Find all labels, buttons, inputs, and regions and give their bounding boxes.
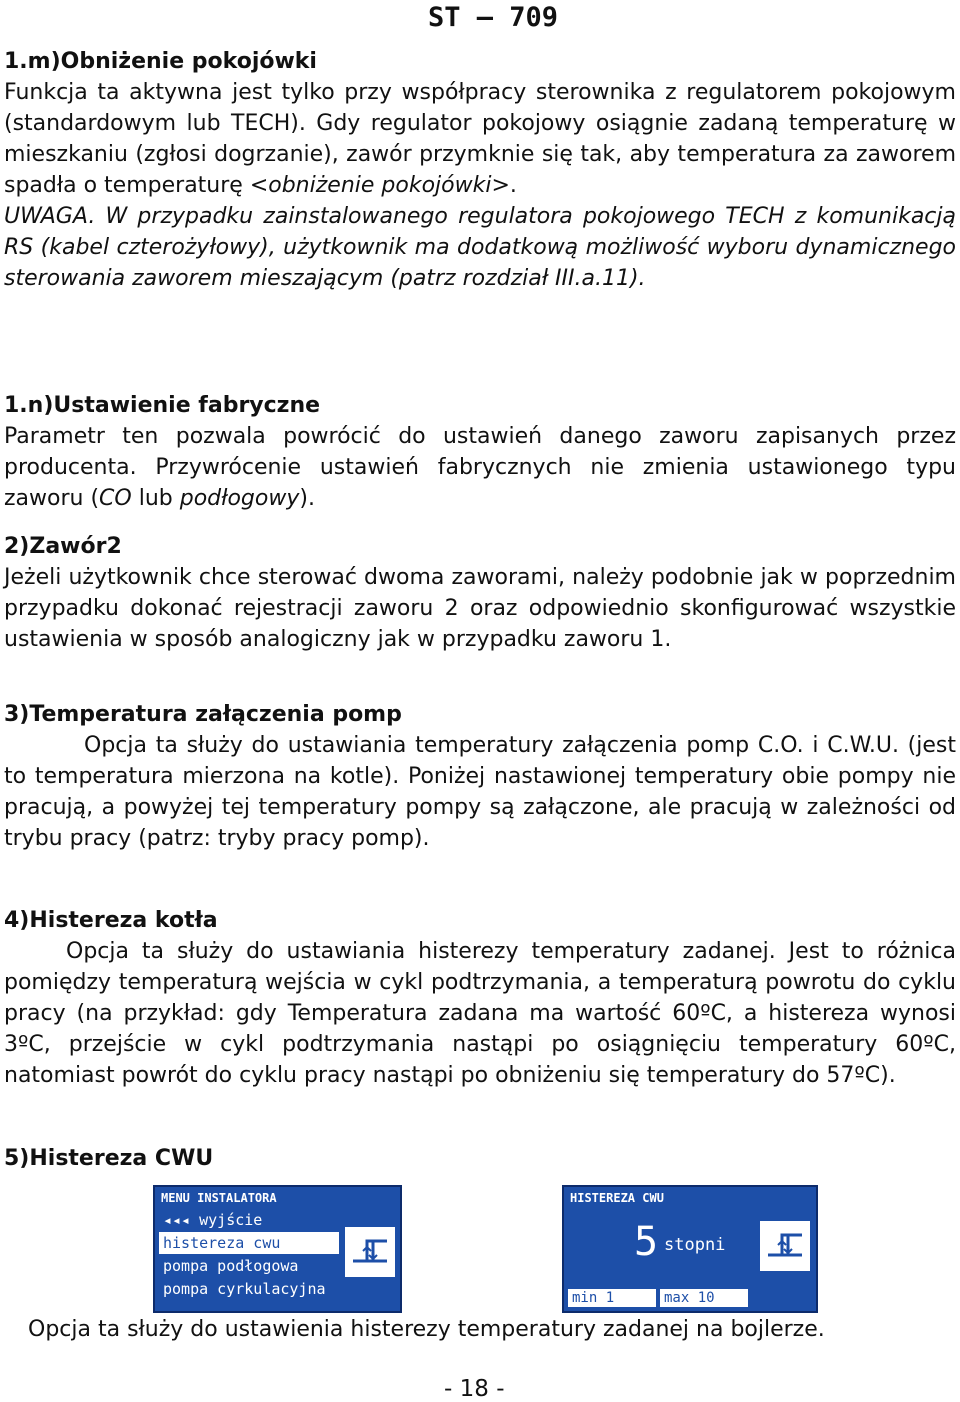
section-title: 2)Zawór2 [4,534,122,559]
min-label: min 1 [568,1289,656,1307]
section-3 [4,699,956,854]
section-title: 1.n)Ustawienie fabryczne [4,393,321,418]
section-title: 5)Histereza CWU [4,1146,214,1171]
paragraph: Opcja ta służy do ustawiania temperatury załączenia pomp C.O. i C.W.U. (jest to temperatura mierzona na kotle). Poniżej nastawionej temperatury obie pompy nie pracują, a powyżej tej temperatury pompy są załączone, ale pracują w zależności od trybu pracy (patrz: tryby pracy pomp). [4,733,956,851]
menu-item-selected[interactable]: histereza cwu [159,1232,339,1254]
section-title: 4)Histereza kotła [4,908,218,933]
paragraph: Jeżeli użytkownik chce sterować dwoma zaworami, należy podobnie jak w poprzednim przypadku dokonać rejestracji zaworu 2 oraz odpowiednio skonfigurować wszystkie ustawienia w sposób analogiczny jak w przypadku zaworu 1. [4,565,956,652]
hysteresis-icon [345,1227,395,1277]
section-title: 1.m)Obniżenie pokojówki [4,49,317,74]
page-header: ST – 709 [428,2,559,33]
section-5 [4,1143,956,1174]
paragraph: Funkcja ta aktywna jest tylko przy współpracy sterownika z regulatorem pokojowym (standardowym lub TECH). Gdy regulator pokojowy osiągnie zadaną temperaturę w mieszkaniu (zgłosi dogrzanie), zawór przymknie się tak, aby temperatura za zaworem spadła o temperaturę <obniżenie pokojówki>. [4,80,956,198]
paragraph: Opcja ta służy do ustawiania histerezy temperatury zadanej. Jest to różnica pomiędzy temperaturą wejścia w cykl podtrzymania, a temperaturą powrotu do cyklu pracy (na przykład: gdy Temperatura zadana ma wartość 60ºC, a histereza wynosi 3ºC, przejście w cykl podtrzymania nastąpi po osiągnięciu temperatury 60ºC, natomiast powrót do cyklu pracy nastąpi po obniżeniu się temperatury do 57ºC). [4,939,956,1088]
unit-label: stopni [664,1235,726,1255]
lcd-screen-hysteresis [562,1185,818,1313]
section-1n [4,390,956,514]
max-label: max 10 [660,1289,748,1307]
caption: Opcja ta służy do ustawienia histerezy temperatury zadanej na bojlerze. [28,1317,825,1342]
paragraph: Parametr ten pozwala powrócić do ustawień danego zaworu zapisanych przez producenta. Przywrócenie ustawień fabrycznych nie zmienia ustawionego typu zaworu (CO lub podłogowy). [4,424,956,511]
lcd-screen-menu [153,1185,402,1313]
menu-item[interactable]: pompa podłogowa [163,1257,299,1275]
lcd-title: HISTEREZA CWU [570,1191,664,1205]
section-2 [4,531,956,655]
section-4 [4,905,956,1091]
value-display: 5 [634,1219,659,1265]
page-number: - 18 - [444,1376,505,1402]
hysteresis-icon [760,1221,810,1271]
menu-item[interactable]: pompa cyrkulacyjna [163,1280,326,1298]
lcd-title: MENU INSTALATORA [161,1191,277,1205]
section-1m [4,46,956,294]
lcd-menu [159,1209,339,1301]
note-paragraph: UWAGA. W przypadku zainstalowanego regulatora pokojowego TECH z komunikacją RS (kabel czterożyłowy), użytkownik ma dodatkową możliwość wyboru dynamicznego sterowania zaworem mieszającym (patrz rozdział III.a.11). [4,204,956,291]
menu-item[interactable]: ◂◂◂ wyjście [163,1211,263,1229]
section-title: 3)Temperatura załączenia pomp [4,702,402,727]
